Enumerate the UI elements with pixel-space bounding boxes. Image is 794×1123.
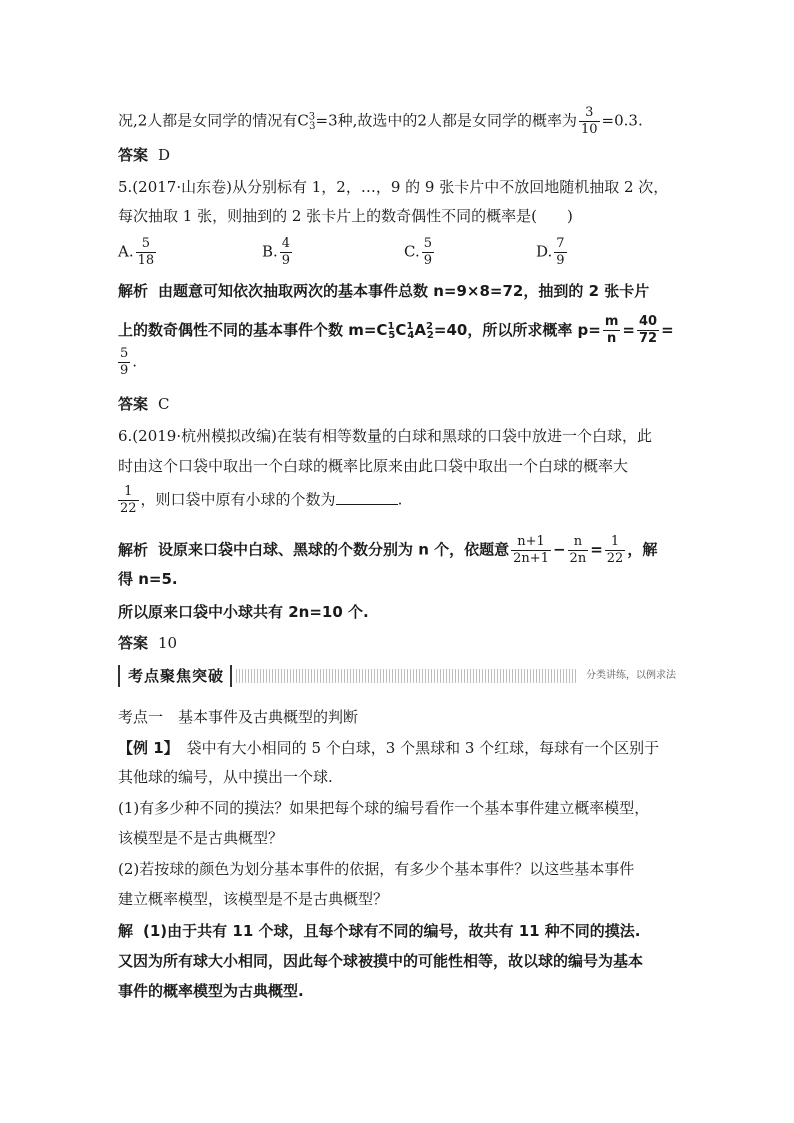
example-1-line-1: 【例 1】 袋中有大小相同的 5 个白球，3 个黑球和 3 个红球，每球有一个区别于	[118, 739, 660, 757]
question-5-line-1: 5.(2017·山东卷)从分别标有 1，2，…，9 的 9 张卡片中不放回地随机抽取 2 次，	[118, 178, 669, 196]
example-1-q1-line-1: (1)有多少种不同的摸法？如果把每个球的编号看作一个基本事件建立概率模型，	[118, 799, 650, 817]
question-6-line-2: 时由这个口袋中取出一个白球的概率比原来由此口袋中取出一个白球的概率大	[118, 457, 629, 475]
option-d: D. $\frac{7}{9}$	[536, 236, 565, 268]
solution-5-line-2: 上的数奇偶性不同的基本事件个数 $m=C^1_5C^1_4A^2_2=40$，所以所求概率 p= $\frac{m}{n}$ = $\frac{40}{72}$ =	[118, 314, 674, 346]
example-1-q2-line-1: (2)若按球的颜色为划分基本事件的依据，有多少个基本事件？以这些基本事件	[118, 860, 635, 878]
question-5-line-2: 每次抽取 1 张，则抽到的 2 张卡片上的数奇偶性不同的概率是( )	[118, 207, 573, 225]
fraction: $\frac{3}{10}$	[580, 105, 598, 137]
example-1-line-2: 其他球的编号，从中摸出一个球.	[118, 768, 333, 786]
option-a: A. $\frac{5}{18}$	[118, 236, 155, 268]
example-solution-line-2: 又因为所有球大小相同，因此每个球被摸中的可能性相等，故以球的编号为基本	[118, 952, 644, 970]
example-solution-line-1: 解 (1)由于共有 11 个球，且每个球有不同的编号，故共有 11 种不同的摸法.	[118, 922, 641, 940]
solution-continuation-line: 况,2人都是女同学的情况有$C^3_3=3$种,故选中的2人都是女同学的概率为 $\frac{3}{10}$ =0.3.	[118, 105, 643, 137]
solution-5-line-3: $\frac{5}{9}$ .	[120, 346, 138, 378]
solution-6-line-1: 解析 设原来口袋中白球、黑球的个数分别为 n 个，依题意 $\frac{n+1}{2n+1}$ − $\frac{n}{2n}$ = $\frac{1}{22}$ ，解	[118, 534, 658, 566]
question-6-line-3: $\frac{1}{22}$ ，则口袋中原有小球的个数为 .	[120, 484, 403, 516]
question-6-line-1: 6.(2019·杭州模拟改编)在装有相等数量的白球和黑球的口袋中放进一个白球，此	[118, 427, 652, 445]
section-title: 考点聚焦突破	[118, 665, 232, 687]
example-solution-line-3: 事件的概率模型为古典概型.	[118, 982, 304, 1000]
example-1-q2-line-2: 建立概率模型，该模型是不是古典概型？	[118, 890, 389, 908]
answer-line-3: 答案 10	[118, 634, 178, 652]
solution-5-line-1: 解析 由题意可知依次抽取两次的基本事件总数 n=9×8=72，抽到的 2 张卡片	[118, 282, 650, 300]
topic-heading: 考点一 基本事件及古典概型的判断	[118, 708, 359, 726]
section-banner	[118, 664, 680, 688]
answer-line-2: 答案 C	[118, 395, 170, 413]
example-1-q1-line-2: 该模型是不是古典概型？	[118, 829, 284, 847]
option-c: C. $\frac{5}{9}$	[404, 236, 432, 268]
option-b: B. $\frac{4}{9}$	[262, 236, 291, 268]
answer-line-1: 答案 D	[118, 146, 171, 164]
section-subtitle: 分类讲练，以例求法	[578, 667, 680, 685]
answer-blank	[336, 490, 398, 505]
solution-6-line-3: 所以原来口袋中小球共有 2n=10 个.	[118, 603, 369, 621]
question-5-options	[118, 236, 618, 272]
solution-6-line-2: 得 n=5.	[118, 570, 178, 588]
